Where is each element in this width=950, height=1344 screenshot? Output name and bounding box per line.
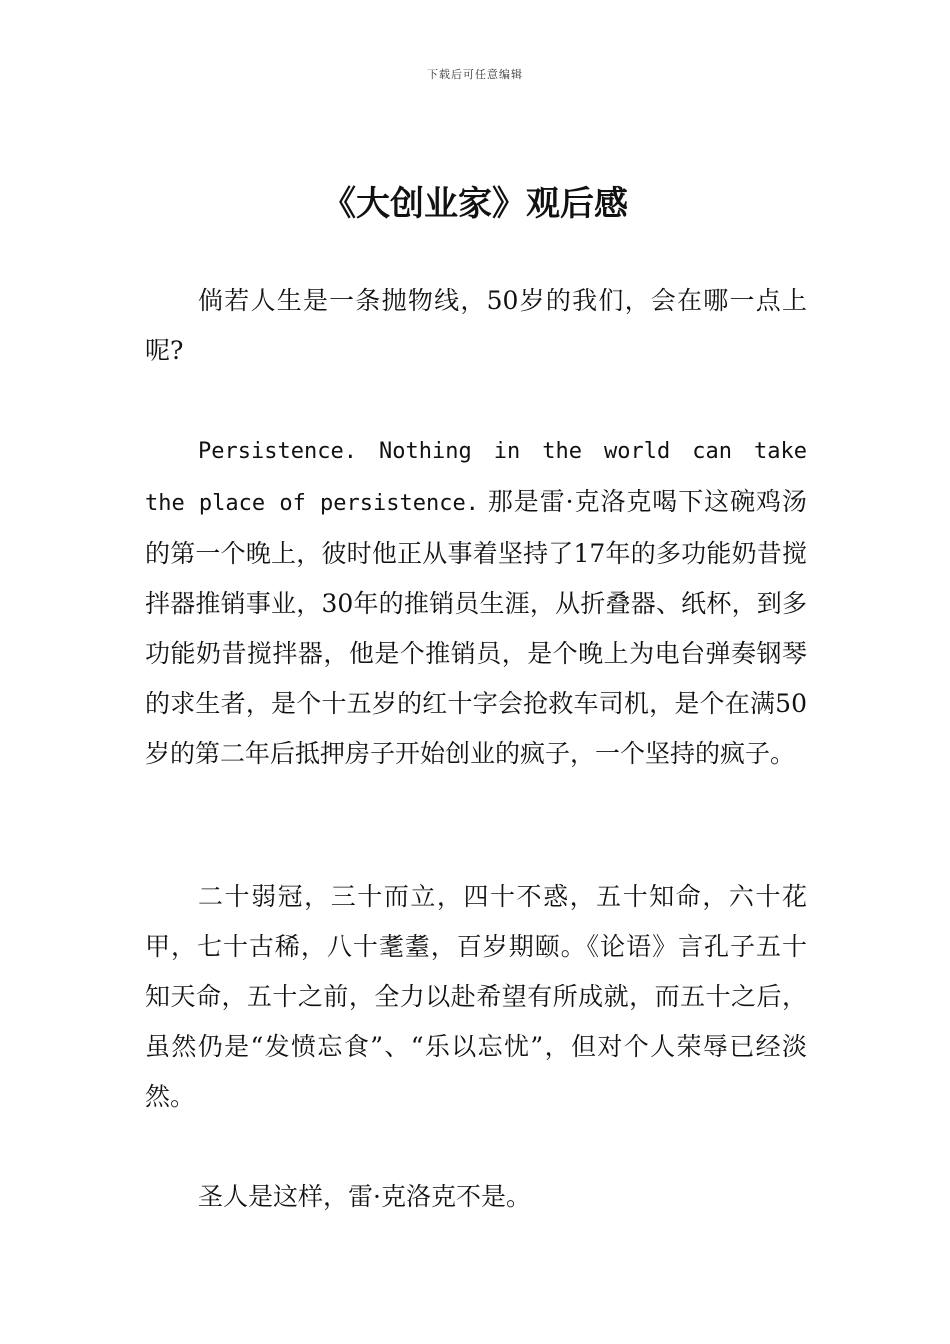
paragraph-4-text: 圣人是这样，雷·克洛克不是。: [198, 1182, 531, 1211]
paragraph-3-text: 二十弱冠，三十而立，四十不惑，五十知命，六十花甲，七十古稀，八十耄耋，百岁期颐。《论语》言孔子五十知天命，五十之前，全力以赴希望有所成就，而五十之后，虽然仍是“发愤忘食”、“乐以忘忧”，但对个人荣辱已经淡然。: [145, 882, 807, 1111]
paragraph-3: [145, 872, 807, 1122]
paragraph-4: [145, 1172, 807, 1222]
header-note: 下载后可任意编辑: [427, 68, 523, 81]
paragraph-1-text: 倘若人生是一条抛物线，50岁的我们，会在哪一点上呢?: [145, 286, 807, 365]
paragraph-2: [145, 425, 807, 779]
document-title: 《大创业家》观后感: [322, 184, 628, 224]
paragraph-2-english-quote: Persistence. Nothing in the world can take the place of persistence.: [145, 439, 807, 516]
paragraph-2-text: 那是雷·克洛克喝下这碗鸡汤的第一个晚上，彼时他正从事着坚持了17年的多功能奶昔搅拌器推销事业，30年的推销员生涯，从折叠器、纸杯，到多功能奶昔搅拌器，他是个推销员，是个晚上为电台弹奏钢琴的求生者，是个十五岁的红十字会抢救车司机，是个在满50岁的第二年后抵押房子开始创业的疯子，一个坚持的疯子。: [145, 487, 807, 768]
paragraph-1: [145, 276, 807, 376]
